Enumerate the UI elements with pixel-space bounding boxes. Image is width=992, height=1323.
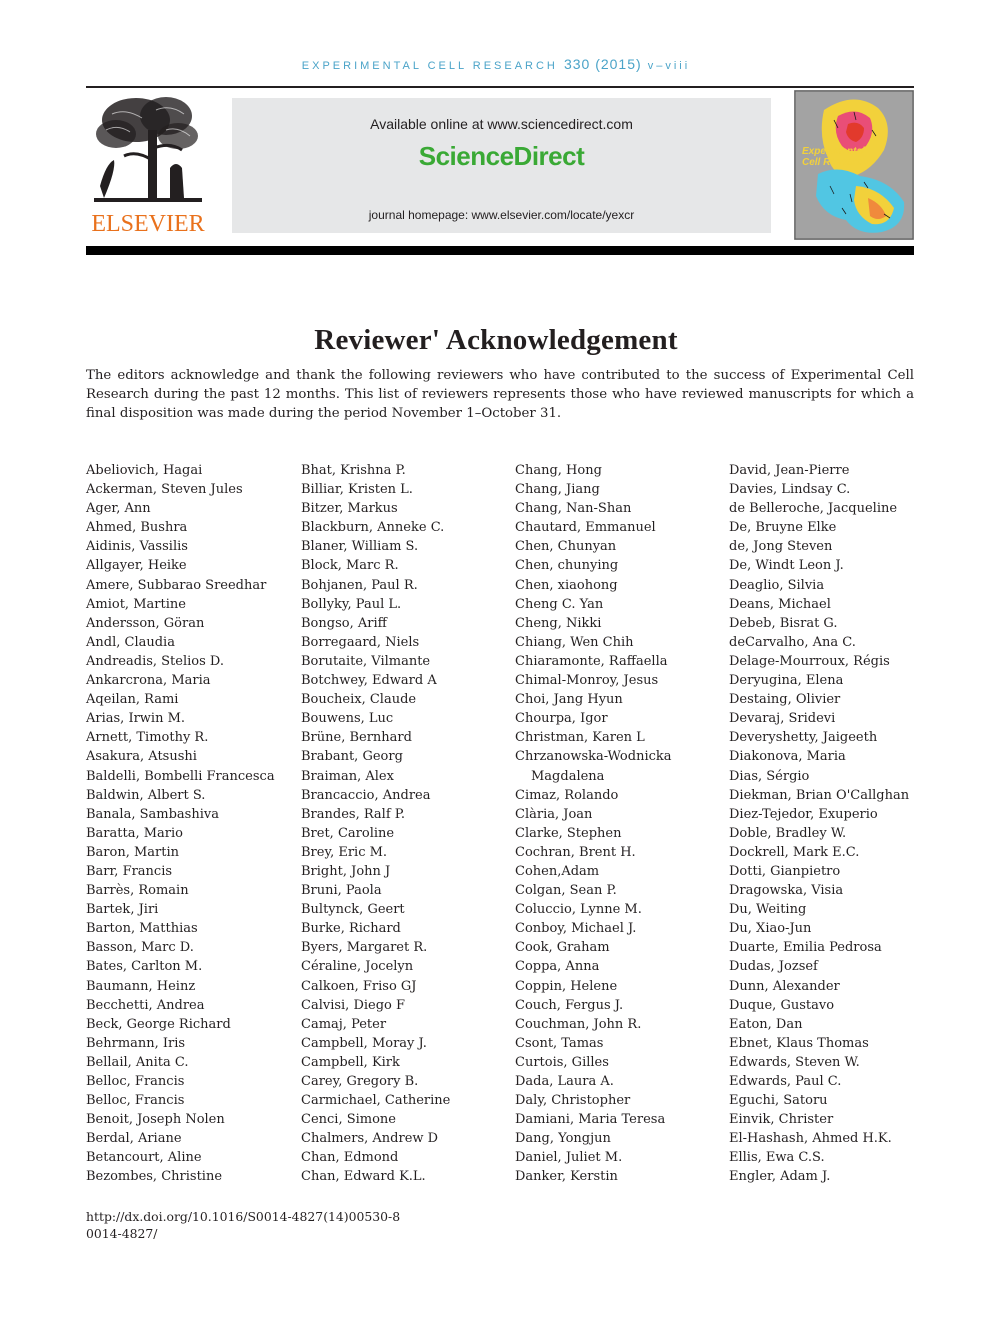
reviewer-name: Chrzanowska-Wodnicka [515,749,672,765]
reviewer-name: Aidinis, Vassilis [86,539,188,555]
reviewer-name: Brüne, Bernhard [301,730,412,746]
reviewer-name: Chang, Jiang [515,482,600,498]
reviewer-name: Dang, Yongjun [515,1131,611,1147]
reviewer-name: Duarte, Emilia Pedrosa [729,940,882,956]
reviewer-name: Bollyky, Paul L. [301,596,402,612]
reviewer-name: Deans, Michael [729,596,831,612]
reviewer-name: Chang, Nan-Shan [515,501,632,517]
reviewer-name: De, Windt Leon J. [729,558,844,574]
reviewer-name: Benoit, Joseph Nolen [86,1112,225,1128]
reviewer-name: Deveryshetty, Jaigeeth [729,730,878,746]
journal-cover [794,90,914,240]
reviewer-name: Abeliovich, Hagai [86,463,203,478]
reviewer-name: Colgan, Sean P. [515,883,617,899]
reviewer-name: Couch, Fergus J. [515,997,624,1013]
reviewer-name: Brandes, Ralf P. [301,806,406,822]
reviewer-name: Bret, Caroline [301,825,395,841]
reviewer-name: Basson, Marc D. [86,940,194,956]
reviewer-name: Ahmed, Bushra [86,520,188,536]
reviewer-name: Devaraj, Sridevi [729,711,836,727]
reviewer-name: Brancaccio, Andrea [301,787,431,803]
reviewer-name: Du, Xiao-Jun [729,921,812,937]
reviewer-name: Block, Marc R. [301,558,399,574]
reviewer-name: Edwards, Paul C. [729,1074,842,1089]
reviewer-name: Bezombes, Christine [86,1169,223,1185]
reviewer-name: Delage-Mourroux, Régis [729,653,890,669]
reviewer-name: Clària, Joan [515,806,593,822]
running-head [0,56,992,72]
reviewer-name: Duque, Gustavo [729,997,835,1013]
reviewer-name: Chimal-Monroy, Jesus [515,673,659,689]
doi-block [86,1208,400,1242]
reviewer-name: deCarvalho, Ana C. [729,634,856,650]
reviewer-name: Cheng, Nikki [515,615,602,631]
reviewer-name: Deaglio, Silvia [729,577,825,593]
reviewer-name: Chang, Hong [515,463,602,478]
reviewer-name: El-Hashash, Ahmed H.K. [729,1131,892,1147]
reviewer-name: Ager, Ann [86,501,151,517]
reviewer-name: Edwards, Steven W. [729,1054,860,1070]
reviewer-name: Bellail, Anita C. [86,1054,189,1070]
reviewer-name: Campbell, Kirk [301,1054,400,1070]
reviewer-name: Cook, Graham [515,940,610,956]
reviewer-name: Bartek, Jiri [86,902,159,918]
journal-info-box [232,98,771,233]
reviewer-name: Baron, Martin [86,844,180,860]
reviewer-name: Asakura, Atsushi [86,749,197,765]
reviewer-name: Borregaard, Niels [301,634,420,650]
reviewer-name: Chan, Edmond [301,1150,399,1166]
reviewer-name: Bruni, Paola [301,883,382,899]
reviewer-name: Dias, Sérgio [729,768,810,784]
reviewer-name: Boucheix, Claude [301,692,417,708]
reviewer-column-2 [301,461,506,1187]
reviewer-name: Andl, Claudia [86,634,175,650]
reviewer-name: Clarke, Stephen [515,825,622,841]
reviewer-name: Ellis, Ewa C.S. [729,1150,825,1166]
reviewer-name: Dudas, Jozsef [729,959,818,975]
available-online-text: Available online at www.sciencedirect.com [370,116,633,132]
reviewer-name: Dunn, Alexander [729,978,840,994]
reviewer-name: Braiman, Alex [301,768,394,784]
reviewer-name: Banala, Sambashiva [86,806,219,822]
reviewer-name: Betancourt, Aline [86,1150,202,1166]
reviewer-name: Danker, Kerstin [515,1169,618,1185]
reviewer-name: Cenci, Simone [301,1112,396,1128]
reviewer-name: Bouwens, Luc [301,711,394,727]
reviewer-name: Conboy, Michael J. [515,921,637,937]
reviewer-name: Coppa, Anna [515,959,600,975]
reviewer-name: Destaing, Olivier [729,692,841,708]
reviewer-name: Brey, Eric M. [301,844,388,860]
reviewer-name: Bitzer, Markus [301,501,398,517]
reviewer-name: Einvik, Christer [729,1112,834,1128]
reviewer-column-1 [86,461,291,1187]
reviewer-name: Calkoen, Friso GJ [301,978,417,994]
reviewer-name: Deryugina, Elena [729,673,844,689]
reviewer-name: Chan, Edward K.L. [301,1169,426,1185]
reviewer-name: Couchman, John R. [515,1016,642,1032]
reviewer-name: Behrmann, Iris [86,1035,186,1051]
page-range: v–viii [647,60,691,72]
reviewer-name: Burke, Richard [301,921,401,937]
issn: 0014-4827/ [86,1226,158,1241]
intro-paragraph: The editors acknowledge and thank the following reviewers who have contributed to the success of Experimental Cell Research during the past 12 months. This list of reviewers represents those who have reviewed manuscripts for which a final disposition was made during the period November 1–October 31. [86,368,914,422]
reviewer-name: Andersson, Göran [86,615,205,631]
reviewer-name: De, Bruyne Elke [729,520,837,536]
reviewer-name: Baldelli, Bombelli Francesca [86,768,275,784]
reviewer-name: Camaj, Peter [301,1016,387,1032]
reviewer-name: Chiang, Wen Chih [515,634,634,650]
reviewer-name: Dada, Laura A. [515,1074,614,1089]
reviewer-name: Barr, Francis [86,863,173,879]
masthead [86,86,914,246]
reviewer-name: David, Jean-Pierre [729,463,850,478]
reviewer-name: Christman, Karen L [515,730,645,746]
reviewer-name: Botchwey, Edward A [301,673,437,689]
reviewer-name: Csont, Tamas [515,1035,604,1051]
reviewer-name: Belloc, Francis [86,1074,185,1089]
reviewer-name: Amiot, Martine [86,596,186,612]
cover-title-line2: Cell Research [802,157,869,168]
reviewer-name: Eaton, Dan [729,1016,803,1032]
reviewer-name: Curtois, Gilles [515,1054,609,1070]
reviewer-name: Carey, Gregory B. [301,1074,419,1089]
article-title: Reviewer' Acknowledgement [314,324,678,357]
reviewer-name: Becchetti, Andrea [86,997,205,1013]
header-rule [86,246,914,255]
reviewer-name: Bohjanen, Paul R. [301,577,418,593]
reviewer-name: Baldwin, Albert S. [86,787,206,803]
doi-link[interactable]: http://dx.doi.org/10.1016/S0014-4827(14)00530-8 [86,1209,401,1224]
reviewer-name: Chen, xiaohong [515,577,618,593]
reviewer-name: Campbell, Moray J. [301,1035,427,1051]
reviewer-name: Coppin, Helene [515,978,618,994]
reviewer-name: Beck, George Richard [86,1016,231,1032]
reviewer-name: Eguchi, Satoru [729,1093,828,1109]
reviewer-name: Billiar, Kristen L. [301,482,413,498]
reviewer-name: Belloc, Francis [86,1093,185,1109]
reviewer-name: Byers, Margaret R. [301,940,428,956]
reviewer-name: Davies, Lindsay C. [729,482,851,498]
reviewer-name: Ebnet, Klaus Thomas [729,1035,869,1051]
reviewer-column-3 [515,461,720,1187]
reviewer-name: Daniel, Juliet M. [515,1150,623,1166]
reviewer-name: Cohen,Adam [515,863,600,879]
reviewer-name: Andreadis, Stelios D. [86,653,225,669]
reviewer-name: Diakonova, Maria [729,749,846,765]
reviewer-name: Engler, Adam J. [729,1169,831,1185]
reviewer-name: Arnett, Timothy R. [86,730,209,746]
sciencedirect-logo: ScienceDirect [418,141,585,171]
reviewer-name: Diez-Tejedor, Exuperio [729,806,878,822]
reviewer-name: Calvisi, Diego F [301,997,406,1013]
reviewer-name: Debeb, Bisrat G. [729,615,838,631]
reviewer-name: Chalmers, Andrew D [301,1131,439,1147]
reviewer-name: Blackburn, Anneke C. [301,520,445,536]
reviewer-name: Damiani, Maria Teresa [515,1112,666,1128]
reviewer-name: Du, Weiting [729,902,807,918]
reviewer-name: Allgayer, Heike [86,558,187,574]
reviewer-column-4 [729,461,934,1187]
reviewer-name: Bates, Carlton M. [86,959,203,975]
reviewer-name: Chen, chunying [515,558,619,574]
reviewer-name: Barrès, Romain [86,883,189,899]
reviewer-name: Carmichael, Catherine [301,1093,451,1109]
reviewer-name: Amere, Subbarao Sreedhar [86,577,267,593]
reviewer-name: Dotti, Gianpietro [729,863,841,879]
reviewer-name: Cochran, Brent H. [515,844,636,860]
reviewer-name: Diekman, Brian O'Callghan [729,787,910,803]
reviewer-name: Bhat, Krishna P. [301,463,406,478]
volume-year: 330 (2015) [563,56,642,72]
reviewer-name: Berdal, Ariane [86,1131,182,1147]
reviewer-name: Chautard, Emmanuel [515,520,656,536]
reviewer-name: Ackerman, Steven Jules [86,482,243,498]
reviewer-name: Dockrell, Mark E.C. [729,844,860,860]
reviewer-name: Baratta, Mario [86,825,183,841]
reviewer-name: Blaner, William S. [301,539,419,555]
journal-homepage: journal homepage: www.elsevier.com/locate/yexcr [368,208,635,222]
publisher-name: ELSEVIER [91,211,205,237]
cover-title-line1: Experimental [802,146,865,157]
reviewer-name: Magdalena [531,768,605,784]
reviewer-name: Bongso, Ariff [301,615,387,631]
reviewer-name: Baumann, Heinz [86,978,196,994]
reviewer-name: Arias, Irwin M. [86,711,186,727]
reviewer-name: Cimaz, Rolando [515,787,619,803]
reviewer-name: Coluccio, Lynne M. [515,902,642,918]
reviewer-name: de Belleroche, Jacqueline [729,501,898,517]
reviewer-name: Brabant, Georg [301,749,403,765]
reviewer-name: Dragowska, Visia [729,883,844,899]
cover-image [794,90,914,240]
reviewer-name: Ankarcrona, Maria [86,673,211,689]
reviewer-name: Borutaite, Vilmante [301,653,431,669]
reviewer-name: Aqeilan, Rami [86,692,179,708]
journal-name: EXPERIMENTAL CELL RESEARCH [301,60,558,72]
reviewer-name: Doble, Bradley W. [729,825,847,841]
reviewer-name: Cheng C. Yan [515,596,604,612]
reviewer-name: Chourpa, Igor [515,711,608,727]
reviewer-name: Céraline, Jocelyn [301,959,414,975]
reviewer-name: de, Jong Steven [729,539,833,555]
reviewer-name: Bultynck, Geert [301,902,405,918]
reviewer-name: Barton, Matthias [86,921,198,937]
reviewer-name: Daly, Christopher [515,1093,631,1109]
reviewer-name: Bright, John J [301,863,391,879]
tree-icon [86,90,210,210]
reviewer-name: Chen, Chunyan [515,539,617,555]
reviewer-name: Chiaramonte, Raffaella [515,653,668,669]
reviewer-name: Choi, Jang Hyun [515,692,623,708]
